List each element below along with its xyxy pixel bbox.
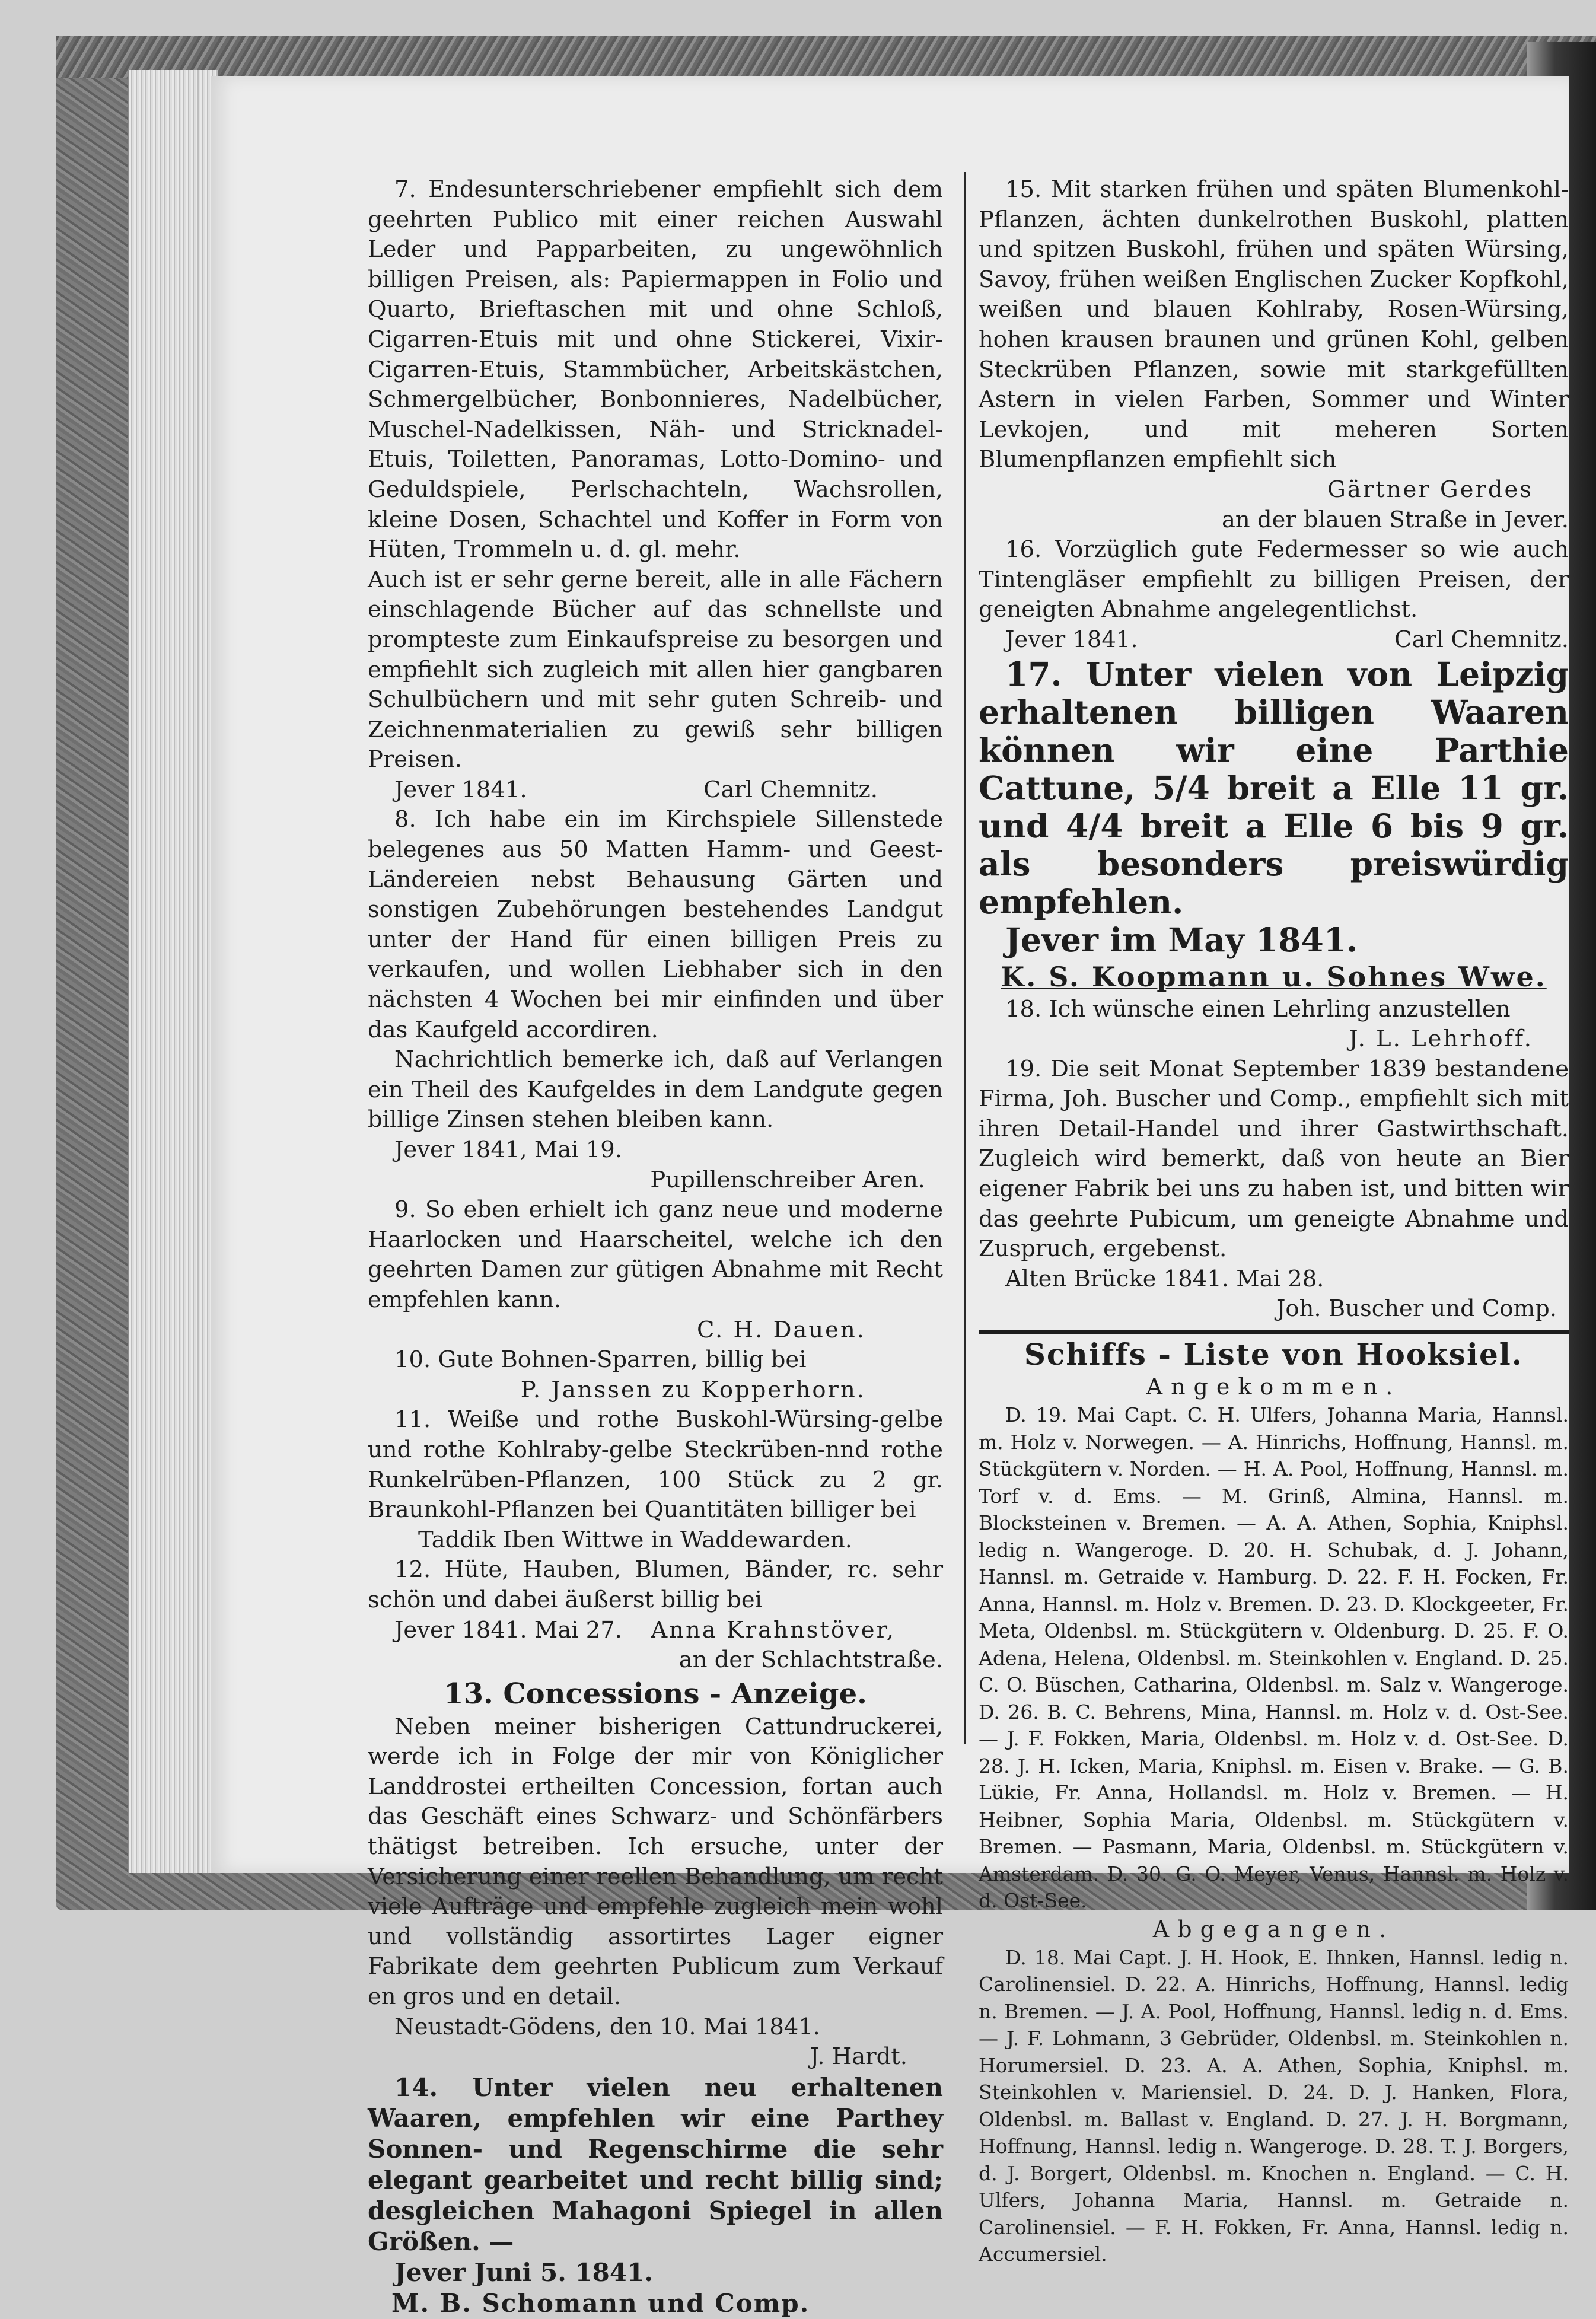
right-column [979,175,1569,2268]
advert-10 [368,1345,943,1405]
advert-19 [979,1055,1569,1324]
advert-15-signature: Gärtner Gerdes [1327,476,1533,503]
advert-13-text: Neben meiner bisherigen Cattundruckerei, werde ich in Folge der mir von Königlicher Landdrostei ertheilten Concession, fortan auch das Geschäft eines Schwarz- und Schönfärbers thätigst betreiben. Ich ersuche, unter der Versicherung einer reellen Behandlung, um recht viele Aufträge und empfehle zugleich mein wohl und vollständig assortirtes Lager eigner Fabrikate dem geehrten Publicum zum Verkauf en gros und en detail. [368,1713,943,2011]
advert-16-text: 16. Vorzüglich gute Federmesser so wie auch Tintengläser empfiehlt zu billigen Preisen, der geneigten Abnahme angelegentlichst. [979,536,1569,623]
advert-8-text-2: Nachrichtlich bemerke ich, daß auf Verlangen ein Theil des Kaufgeldes in dem Landgute gegen billige Zinsen stehen bleiben kann. [368,1046,943,1133]
advert-10-text: 10. Gute Bohnen-Sparren, billig bei [394,1346,807,1374]
advert-8-text: 8. Ich habe ein im Kirchspiele Sillenstede belegenes aus 50 Matten Hamm- und Geest-Ländereien nebst Behausung Gärten und sonstigen Zubehörungen bestehendes Landgut unter der Hand für einen billigen Preis zu verkaufen, und wollen Liebhaber sich in den nächsten 4 Wochen bei mir einfinden und über das Kaufgeld accordiren. [368,806,943,1043]
advert-14-signature: M. B. Schomann und Comp. [391,2288,810,2318]
left-column [368,175,943,2319]
advert-14 [368,2072,943,2319]
advert-13-heading: 13. Concessions - Anzeige. [444,1677,867,1710]
advert-10-signature: P. Janssen zu Kopperhorn. [520,1376,866,1403]
advert-7-signature: Carl Chemnitz. [703,776,878,803]
advert-9-signature: C. H. Dauen. [696,1316,866,1343]
advert-19-text: 19. Die seit Monat September 1839 bestandene Firma, Joh. Buscher und Comp., empfiehlt sich mit ihren Detail-Handel und ihrer Gastwirthschaft. Zugleich wird bemerkt, daß von heute an Bier eigener Fabrik bei uns zu haben ist, und bitten wir das geehrte Pubicum, um geneigte Abnahme und Zuspruch, ergebenst. [979,1055,1569,1263]
advert-16 [979,535,1569,655]
advert-12-signature-line2: an der Schlachtstraße. [678,1646,943,1674]
page-edges [128,70,218,1873]
schiffs-liste [979,1337,1569,2268]
advert-8 [368,805,943,1195]
advert-17-text: 17. Unter vielen von Leipzig erhaltenen billigen Waaren können wir eine Parthie Cattune, 5/4 breit a Elle 11 gr. und 4/4 breit a Elle 6 bis 9 gr. als besonders preiswürdig empfehlen. [979,654,1569,921]
arrived-list: D. 19. Mai Capt. C. H. Ulfers, Johanna Maria, Hannsl. m. Holz v. Norwegen. — A. Hinrichs, Hoffnung, Hannsl. m. Stückgütern v. Norden. — H. A. Pool, Hoffnung, Hannsl. m. Torf v. d. Ems. — M. Grinß, Almina, Hannsl. m. Blocksteinen v. Bremen. — A. A. Athen, Sophia, Kniphsl. ledig n. Wangeroge. D. 20. H. Schubak, d. J. Johann, Hannsl. m. Getraide v. Hamburg. D. 22. F. H. Focken, Fr. Anna, Hannsl. m. Holz v. Bremen. D. 23. D. Klockgeeter, Fr. Meta, Oldenbsl. m. Stückgütern v. Oldenburg. D. 25. F. O. Adena, Helena, Oldenbsl. m. Steinkohlen v. England. D. 25. C. O. Büschen, Catharina, Oldenbsl. m. Salz v. Wangeroge. D. 26. B. C. Behrens, Mina, Hannsl. m. Holz v. d. Ost-See. — J. F. Fokken, Maria, Oldenbsl. m. Holz v. d. Ost-See. D. 28. J. H. Icken, Maria, Kniphsl. m. Eisen v. Brake. — G. B. Lükie, Fr. Anna, Hollandsl. m. Holz v. Bremen. — H. Heibner, Sophia Maria, Oldenbsl. m. Stückgütern v. Bremen. — Pasmann, Maria, Oldenbsl. m. Stückgütern v. Amsterdam. D. 30. G. O. Meyer, Venus, Hannsl. m. Holz v. d. Ost-See. [979,1403,1569,1913]
column-divider [964,172,966,1744]
advert-16-signature: Carl Chemnitz. [1394,626,1569,653]
advert-19-signature: Joh. Buscher und Comp. [1276,1295,1557,1323]
advert-7-footer [368,775,943,805]
departed-heading: Abgegangen. [1152,1916,1395,1942]
advert-12-footer [368,1616,943,1646]
advert-15 [979,175,1569,535]
advert-13-place-date: Neustadt-Gödens, den 10. Mai 1841. [394,2013,821,2040]
advert-13-signature: J. Hardt. [810,2043,907,2070]
advert-8-place-date: Jever 1841, Mai 19. [394,1136,623,1163]
book-cover-top [56,36,1596,78]
advert-14-text: 14. Unter vielen neu erhaltenen Waaren, empfehlen wir eine Parthey Sonnen- und Regenschirme die sehr elegant gearbeitet und recht billig sind; desgleichen Mahagoni Spiegel in allen Größen. — [368,2072,943,2256]
advert-17-place-date: Jever im May 1841. [1005,920,1358,959]
advert-7-text: 7. Endesunterschriebener empfiehlt sich dem geehrten Publico mit einer reichen Auswahl Leder und Papparbeiten, zu ungewöhnlich billigen Preisen, als: Papiermappen in Folio und Quarto, Brieftaschen mit und ohne Schloß, Cigarren-Etuis mit und ohne Stickerei, Vixir-Cigarren-Etuis, Stammbücher, Arbeitskästchen, Schmergelbücher, Bonbonnieres, Nadelbücher, Muschel-Nadelkissen, Näh- und Stricknadel-Etuis, Toiletten, Panoramas, Lotto-Domino- und Geduldspiele, Perlschachteln, Wachsrollen, kleine Dosen, Schachtel und Koffer in Form von Hüten, Trommeln u. d. gl. mehr. [368,176,943,563]
advert-11 [368,1405,943,1555]
advert-7-text-2: Auch ist er sehr gerne bereit, alle in alle Fächern einschlagende Bücher auf das schnellste und prompteste zum Einkaufspreise zu besorgen und empfiehlt sich zugleich mit allen hier gangbaren Schulbüchern und mit sehr guten Schreib- und Zeichnenmaterialien zu gewiß sehr billigen Preisen. [368,566,943,773]
arrived-heading: Angekommen. [1146,1374,1401,1400]
advert-12 [368,1555,943,1675]
advert-19-place-date: Alten Brücke 1841. Mai 28. [1005,1265,1324,1292]
advert-18 [979,995,1569,1055]
advert-8-signature: Pupillenschreiber Aren. [650,1166,925,1193]
schiffs-liste-title: Schiffs - Liste von Hooksiel. [1024,1337,1524,1372]
advert-18-signature: J. L. Lehrhoff. [1349,1025,1533,1053]
advert-11-text: 11. Weiße und rothe Buskohl-Würsing-gelbe und rothe Kohlraby-gelbe Steckrüben-nnd rothe Runkelrüben-Pflanzen, 100 Stück zu 2 gr. Braunkohl-Pflanzen bei Quantitäten billiger bei [368,1406,943,1524]
departed-list: D. 18. Mai Capt. J. H. Hook, E. Ihnken, Hannsl. ledig n. Carolinensiel. D. 22. A. Hinrichs, Hoffnung, Hannsl. ledig n. Bremen. — J. A. Pool, Hoffnung, Hannsl. ledig n. d. Ems. — J. F. Lohmann, 3 Gebrüder, Oldenbsl. m. Steinkohlen n. Horumersiel. D. 23. A. A. Athen, Sophia, Kniphsl. m. Steinkohlen v. Mariensiel. D. 24. D. J. Hanken, Flora, Oldenbsl. m. Ballast v. England. D. 27. J. H. Borgmann, Hoffnung, Hannsl. ledig n. Wangeroge. D. 28. T. J. Borgers, d. J. Borgert, Oldenbsl. m. Knochen n. England. — C. H. Ulfers, Johanna Maria, Hannsl. m. Getraide n. Carolinensiel. — F. H. Fokken, Fr. Anna, Hannsl. ledig n. Accumersiel. [979,1945,1569,2266]
advert-12-text: 12. Hüte, Hauben, Blumen, Bänder, rc. sehr schön und dabei äußerst billig bei [368,1556,943,1613]
advert-15-text: 15. Mit starken frühen und späten Blumenkohl-Pflanzen, ächten dunkelrothen Buskohl, platten und spitzen Buskohl, frühen und späten Würsing, Savoy, frühen weißen Englischen Zucker Kopfkohl, weißen und blauen Kohlraby, Rosen-Würsing, hohen krausen braunen und grünen Kohl, gelben Steckrüben Pflanzen, sowie mit starkgefüllten Astern in vielen Farben, Sommer und Winter Levkojen, und mit meheren Sorten Blumenpflanzen empfiehlt sich [979,176,1569,473]
advert-17-signature: K. S. Koopmann u. Sohnes Wwe. [1001,960,1547,993]
advert-12-place-date: Jever 1841. Mai 27. [394,1616,623,1643]
advert-7 [368,175,943,805]
advert-11-signature: Taddik Iben Wittwe in Waddewarden. [418,1526,852,1553]
advert-16-place-date: Jever 1841. [1005,626,1138,653]
section-rule [979,1330,1569,1334]
advert-7-place-date: Jever 1841. [394,776,527,803]
advert-18-text: 18. Ich wünsche einen Lehrling anzustellen [1005,995,1511,1022]
advert-16-footer [979,625,1569,655]
advert-17 [979,655,1569,995]
advert-12-signature: Anna Krahnstöver, [651,1616,896,1643]
advert-13 [368,1675,943,2072]
advert-9 [368,1195,943,1345]
advert-15-signature-line2: an der blauen Straße in Jever. [1221,506,1569,533]
advert-14-place-date: Jever Juni 5. 1841. [394,2257,653,2287]
advert-9-text: 9. So eben erhielt ich ganz neue und moderne Haarlocken und Haarscheitel, welche ich den geehrten Damen zur gütigen Abnahme mit Recht empfehlen kann. [368,1196,943,1313]
